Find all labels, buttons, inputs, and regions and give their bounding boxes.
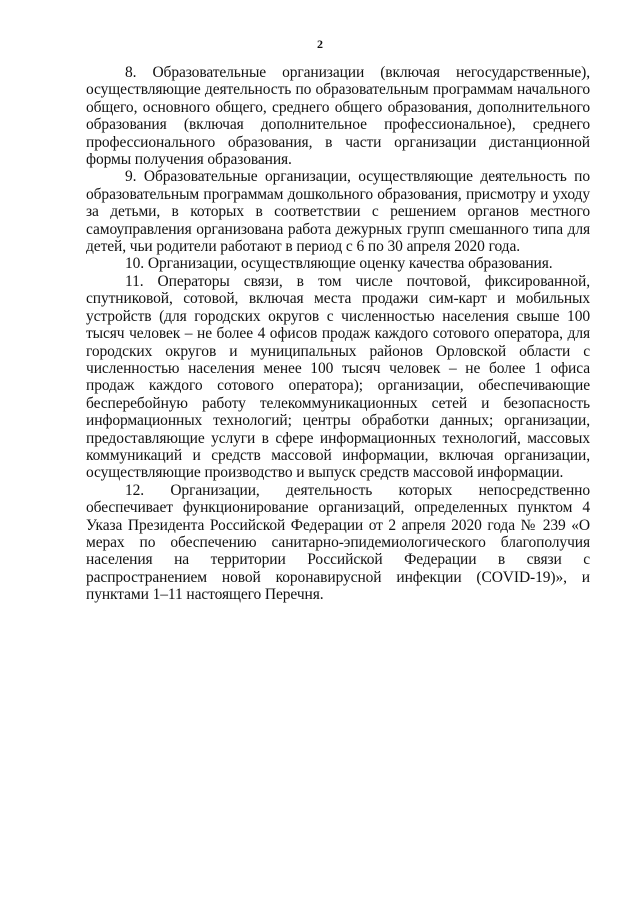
list-item-11: 11. Операторы связи, в том числе почтовой, фиксированной, спутниковой, сотовой, включая места продажи сим-карт и мобильных устройств (для городских округов с численностью населения свыше 100 тысяч человек – не более 4 офисов продаж каждого сотового оператора, для городских округов и муниципальных районов Орловской области с численностью населения менее 100 тысяч человек – не более 1 офиса продаж каждого сотового оператора); организации, обеспечивающие бесперебойную работу телекоммуникационных сетей и безопасность информационных технологий; центры обработки данных; организации, предоставляющие услуги в сфере информационных технологий, массовых коммуникаций и средств массовой информации, включая организации, осуществляющие производство и выпуск средств массовой информации. — [86, 272, 590, 482]
page-number: 2 — [317, 37, 323, 51]
list-item-9: 9. Образовательные организации, осуществляющие деятельность по образовательным программам дошкольного образования, присмотру и уходу за детьми, в которых в соответствии с решением органов местного самоуправления организована работа дежурных групп смешанного типа для детей, чьи родители работают в период с 6 по 30 апреля 2020 года. — [86, 168, 590, 256]
list-item-8: 8. Образовательные организации (включая негосударственные), осуществляющие деятельность по образовательным программам начального общего, основного общего, среднего общего образования, дополнительного образования (включая дополнительное профессиональное), среднего профессионального образования, в части организации дистанционной формы получения образования. — [86, 64, 590, 169]
list-item-12: 12. Организации, деятельность которых непосредственно обеспечивает функционирование организаций, определенных пунктом 4 Указа Президента Российской Федерации от 2 апреля 2020 года № 239 «О мерах по обеспечению санитарно-эпидемиологического благополучия населения на территории Российской Федерации в связи с распространением новой коронавирусной инфекции (COVID-19)», и пунктами 1–11 настоящего Перечня. — [86, 481, 590, 604]
document-body — [86, 64, 590, 604]
list-item-10: 10. Организации, осуществляющие оценку качества образования. — [125, 255, 553, 273]
